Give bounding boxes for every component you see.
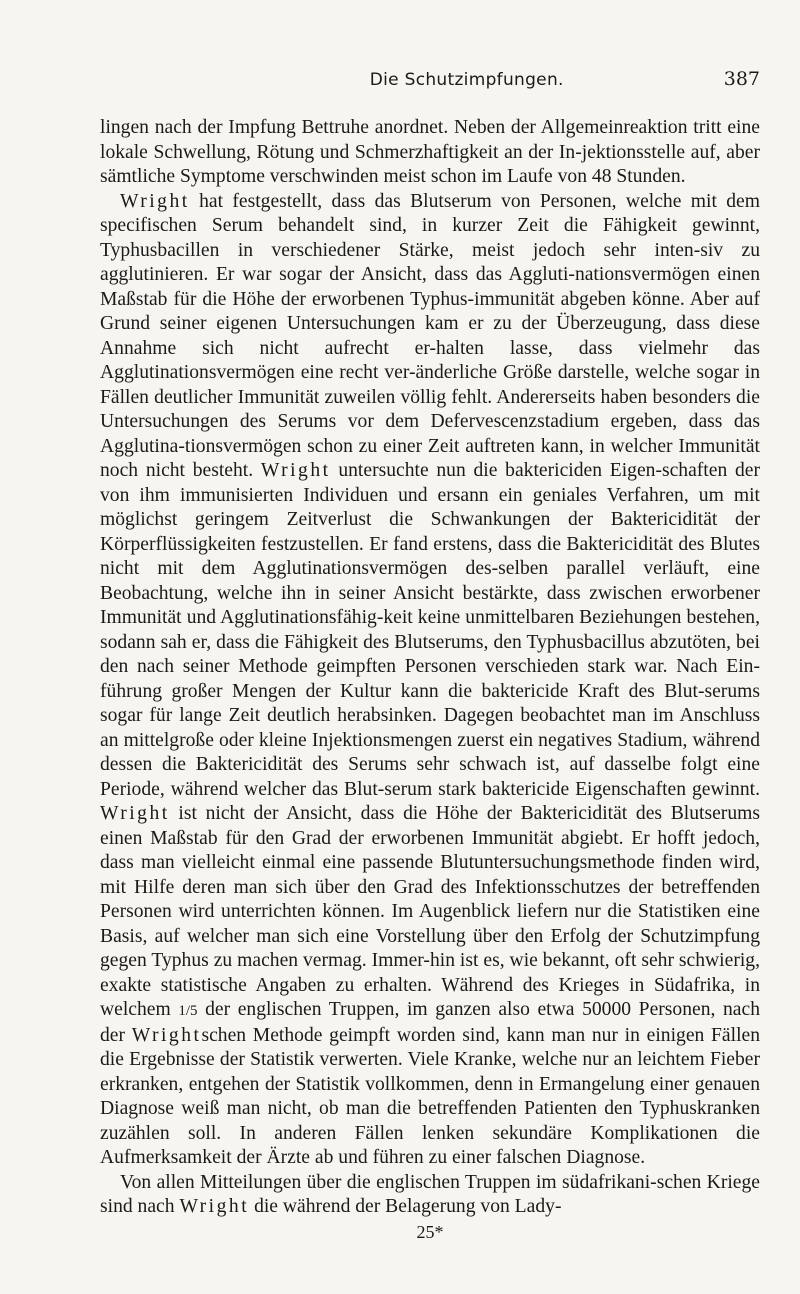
paragraph <box>100 1171 760 1220</box>
author-name: Wright <box>179 1196 250 1217</box>
text-segment: hat festgestellt, dass das Blutserum von Personen, welche mit dem specifischen Serum behandelt sind, in kurzer Zeit die Fähigkeit gewinnt, Typhusbacillen in verschiedener Stärke, meist jedoch sehr inten-siv zu agglutinieren. Er war sogar der Ansicht, dass das Aggluti-nationsvermögen einen Maßstab für die Höhe der erworbenen Typhus-immunität abgeben könne. Aber auf Grund seiner eigenen Untersuchungen kam er zu der Überzeugung, dass diese Annahme sich nicht aufrecht er-halten lasse, dass vielmehr das Agglutinationsvermögen eine recht ver-änderliche Größe darstelle, welche sogar in Fällen deutlicher Immunität zuweilen völlig fehlt. Andererseits haben besonders die Untersuchungen des Serums vor dem Defervescenzstadium ergeben, dass das Agglutina-tionsvermögen schon zu einer Zeit auftreten kann, in welcher Immunität noch nicht besteht. <box>100 190 760 481</box>
author-name: Wright <box>131 1024 202 1046</box>
author-name: Wright <box>260 460 331 481</box>
paragraph <box>100 116 760 190</box>
author-name: Wright <box>100 803 170 824</box>
running-head <box>100 68 760 108</box>
text-segment: lingen nach der Impfung Bettruhe anordnet. Neben der Allgemeinreaktion tritt eine lokale Schwellung, Rötung und Schmerzhaftigkeit an der In-jektionsstelle auf, aber sämtliche Symptome verschwinden meist schon im Laufe von 48 Stunden. <box>100 117 760 187</box>
text-segment: schen Methode geimpft worden sind, kann man nur in einigen Fällen die Ergebnisse der Statistik verwerten. Viele Kranke, welche nur an leichtem Fieber erkranken, entgehen der Statistik vollkommen, denn in Ermangelung einer genauen Diagnose weiß man nicht, ob man die betreffenden Patienten den Typhuskranken zuzählen soll. In anderen Fällen lenken sekundäre Komplikationen die Aufmerksamkeit der Ärzte ab und führen zu einer falschen Diagnose. <box>100 1024 761 1168</box>
text-segment: die während der Belagerung von Lady- <box>249 1196 562 1217</box>
text-segment: untersuchte nun die baktericiden Eigen-schaften der von ihm immunisierten Individuen und ersann ein geniales Verfahren, um mit möglichst geringem Zeitverlust die Schwankungen der Baktericidität der Körperflüssigkeiten festzustellen. Er fand erstens, dass die Baktericidität des Blutes nicht mit dem Agglutinationsvermögen des-selben parallel verläuft, eine Beobachtung, welche ihn in seiner Ansicht bestärkte, dass zwischen erworbener Immunität und Agglutinationsfähig-keit keine unmittelbaren Beziehungen bestehen, sodann sah er, dass die Fähigkeit des Blutserums, den Typhusbacillus abzutöten, bei den nach seiner Methode geimpften Personen verschieden stark war. Nach Ein-führung großer Mengen der Kultur kann die baktericide Kraft des Blut-serums sogar für lange Zeit deutlich herabsinken. Dagegen beobachtet man im Anschluss an mittelgroße oder kleine Injektionsmengen zuerst ein negatives Stadium, während dessen die Baktericidität des Serums sehr schwach ist, auf dasselbe folgt eine Periode, während welcher das Blut-serum stark baktericide Eigenschaften gewinnt. <box>100 460 761 800</box>
text-segment: ist nicht der Ansicht, dass die Höhe der Baktericidität des Blutserums einen Maßstab für den Grad der erworbenen Immunität abgiebt. Er hofft jedoch, dass man vielleicht einmal eine passende Blutuntersuchungsmethode finden wird, mit Hilfe deren man sich über den Grad des Infektionsschutzes der betreffenden Personen wird unterrichten können. Im Augenblick liefern nur die Statistiken eine Basis, auf welcher man sich eine Vorstellung über den Erfolg der Schutzimpfung gegen Typhus zu machen vermag. Immer-hin ist es, wie bekannt, oft sehr schwierig, exakte statistische Angaben zu erhalten. Während des Krieges in Südafrika, in welchem <box>100 803 760 1020</box>
fraction: 1/5 <box>178 1003 198 1019</box>
page-number: 387 <box>723 68 760 90</box>
text-segment: der englischen Truppen, im ganzen also etwa 50000 Personen, nach der <box>100 999 760 1046</box>
body-text <box>100 116 760 1220</box>
signature-mark: 25* <box>416 1221 444 1242</box>
paragraph <box>100 190 760 1171</box>
text-segment: Von allen Mitteilungen über die englischen Truppen im südafrikani-schen Kriege sind nach <box>100 1171 760 1217</box>
author-name: Wright <box>120 190 190 212</box>
running-title: Die Schutzimpfungen. <box>369 70 564 90</box>
